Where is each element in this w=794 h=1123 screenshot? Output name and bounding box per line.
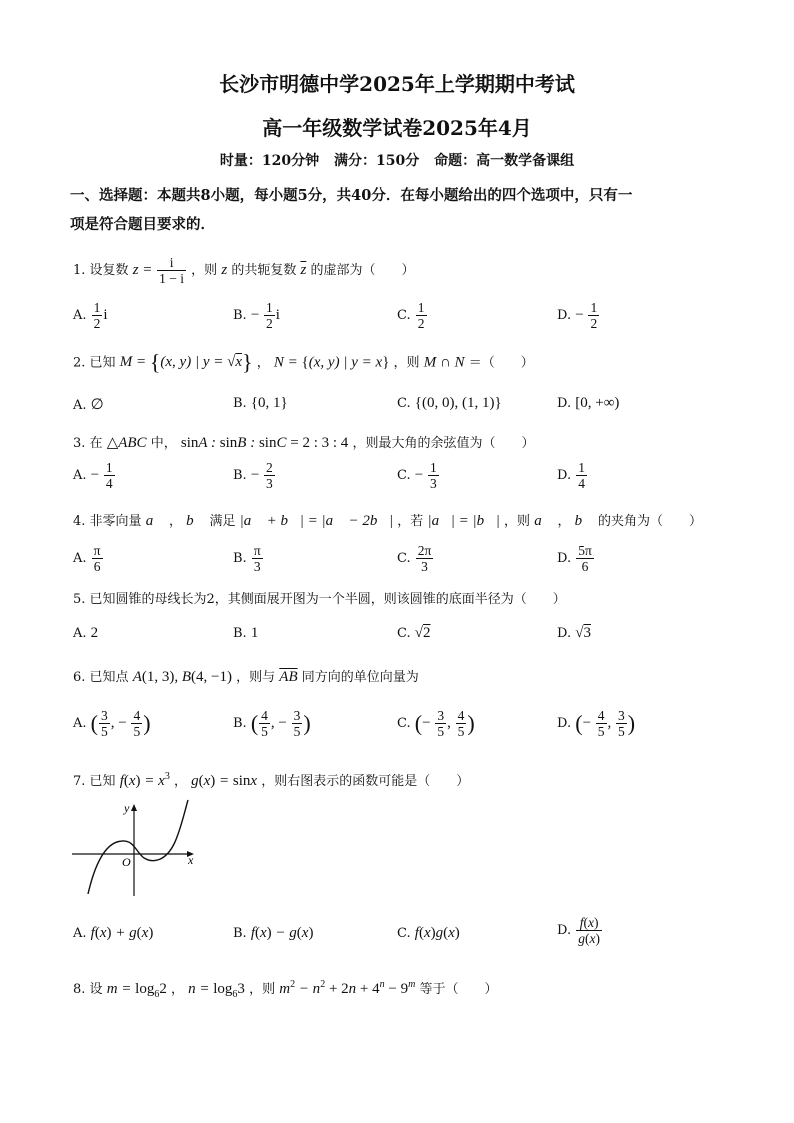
q7-option-c: C. f(x)g(x) [397, 925, 460, 941]
question-8: 8. 设 $m = \log_62$ ， $n = \log_63$ ，则 $m^2 - n^2 + 2n + 4^n - 9^m$ 等于（ ） [73, 979, 498, 1000]
q2-option-d: D. [0, +∞) [557, 395, 620, 411]
section-heading-line1: 一、选择题：本题共8小题，每小题5分，共40分．在每小题给出的四个选项中，只有一 [70, 187, 633, 204]
question-5: 5. 已知圆锥的母线长为2，其侧面展开图为一个半圆，则该圆锥的底面半径为（ ） [73, 592, 566, 607]
q6-option-a: A. ( $\frac{3}{5}$ , − $\frac{4}{5}$ ) [73, 708, 151, 739]
q5-option-d: D. √3 [557, 625, 591, 641]
question-4: 4. 非零向量 a⃗ ， b⃗ 满足 |a⃗ + b⃗| = |a⃗ − 2b⃗| ，若 |a⃗| = |b⃗| ，则 a⃗ ， b⃗ 的夹角为（ ） [73, 513, 702, 529]
q6-option-b: B. ( $\frac{4}{5}$ , − $\frac{3}{5}$ ) [233, 708, 311, 739]
q3-option-c: C. − $\frac{1}{3}$ [397, 460, 437, 491]
q5-option-b: B. 1 [233, 625, 259, 641]
q2-option-c: C. {(0, 0), (1, 1)} [397, 395, 502, 411]
q3-option-a: A. − $\frac{1}{4}$ [73, 460, 113, 491]
q3-option-d: D. $\frac{1}{4}$ [557, 460, 585, 491]
y-axis-arrow-icon [131, 804, 137, 811]
q2-option-b: B. {0, 1} [233, 395, 288, 411]
paper-title: 高一年级数学试卷2025年4月 [262, 116, 532, 140]
q7-option-d: D. $\frac{f(x)}{g(x)}$ [557, 915, 600, 946]
question-2: 2. 已知 M = {(x, y) | y = √x} ， N = {(x, y) | y = x} ，则 M ∩ N ＝（ ） [73, 350, 534, 375]
q6-option-c: C. (− $\frac{3}{5}$ , $\frac{4}{5}$ ) [397, 708, 475, 739]
exam-meta: 时量：120分钟 满分：150分 命题：高一数学备课组 [219, 153, 575, 169]
q5-option-a: A. 2 [73, 625, 99, 641]
section-heading-line2: 项是符合题目要求的． [70, 216, 215, 233]
q1-option-a: A. $\frac{1}{2}$ i [73, 300, 108, 331]
q4-option-a: A. $\frac{\pi}{6}$ [73, 543, 101, 574]
q1-option-d: D. − $\frac{1}{2}$ [557, 300, 598, 331]
q3-option-b: B. − $\frac{2}{3}$ [233, 460, 273, 491]
question-1: 1. 设复数 z = $\frac{i}{1 - i}$ ，则 z 的共轭复数 $\overline{z}$ 的虚部为（ ） [73, 255, 415, 286]
q5-option-c: C. √2 [397, 625, 431, 641]
function-curve [88, 800, 188, 894]
exam-title: 长沙市明德中学2025年上学期期中考试 [219, 72, 575, 96]
x-axis-label: x [188, 853, 194, 867]
q7-option-a: A. f(x) + g(x) [73, 925, 154, 941]
question-7: 7. 已知 $f(x) = x^3$ ， g(x) = sinx ，则右图表示的函数可能是（ ） [73, 771, 470, 789]
question-6: 6. 已知点 A(1, 3), B(4, −1) ，则与 $\overline{AB}$ 同方向的单位向量为 [73, 669, 419, 685]
origin-label: O [122, 855, 131, 869]
formula-z-def: z = $\frac{i}{1 - i}$ [132, 255, 185, 286]
q4-option-d: D. $\frac{5\pi}{6}$ [557, 543, 592, 574]
q1-option-b: B. − $\frac{1}{2}$ i [233, 300, 280, 331]
q2-option-a: A. ∅ [73, 397, 104, 413]
q4-option-c: C. $\frac{2\pi}{3}$ [397, 543, 432, 574]
question-3: 3. 在 △ABC 中， sinA : sinB : sinC = 2 : 3 : 4 ，则最大角的余弦值为（ ） [73, 435, 535, 451]
q6-option-d: D. (− $\frac{4}{5}$ , $\frac{3}{5}$ ) [557, 708, 636, 739]
q1-option-c: C. $\frac{1}{2}$ [397, 300, 425, 331]
y-axis-label: y [124, 801, 130, 815]
function-graph [70, 798, 200, 898]
q4-option-b: B. $\frac{\pi}{3}$ [233, 543, 261, 574]
q7-option-b: B. f(x) − g(x) [233, 925, 314, 941]
